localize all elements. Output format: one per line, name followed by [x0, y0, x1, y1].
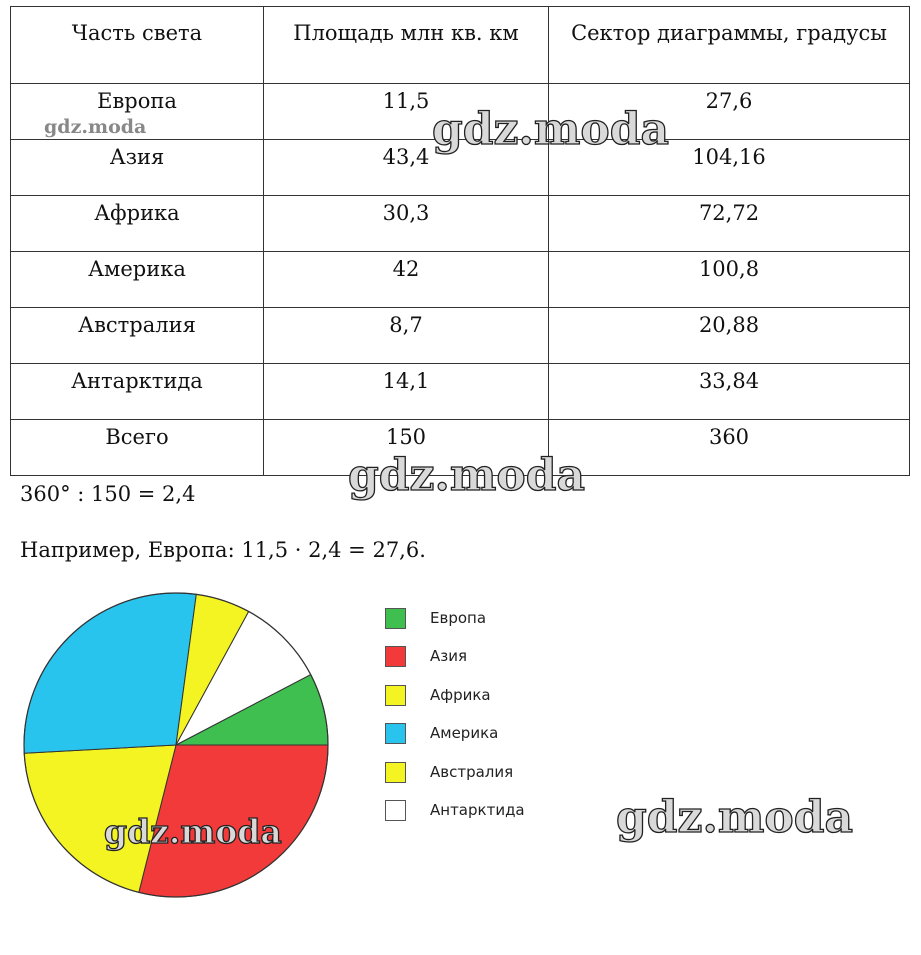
legend-label: Африка	[430, 685, 491, 704]
legend-label: Европа	[430, 609, 487, 627]
example-line: Например, Европа: 11,5 · 2,4 = 27,6.	[20, 538, 426, 562]
table-cell: Антарктида	[11, 364, 264, 420]
continents-table	[10, 6, 910, 476]
pie-chart	[18, 590, 334, 902]
legend-swatch	[385, 685, 406, 706]
table-cell: 14,1	[264, 364, 549, 420]
legend-label: Антарктида	[430, 801, 525, 819]
table-cell: Европа	[11, 84, 264, 140]
table-cell: 11,5	[264, 84, 549, 140]
table-cell: 43,4	[264, 140, 549, 196]
table-cell: 104,16	[549, 140, 910, 196]
watermark-text: gdz.moda	[104, 812, 282, 851]
table-row	[11, 364, 910, 420]
table-cell: Америка	[11, 252, 264, 308]
table-row	[11, 196, 910, 252]
table-cell: 42	[264, 252, 549, 308]
table-cell: 27,6	[549, 84, 910, 140]
table-cell: 100,8	[549, 252, 910, 308]
legend-label: Америка	[430, 724, 499, 743]
table-cell: Австралия	[11, 308, 264, 364]
table-cell: Азия	[11, 140, 264, 196]
table-cell: 33,84	[549, 364, 910, 420]
table-cell: Африка	[11, 196, 264, 252]
table-cell: Всего	[11, 420, 264, 476]
table-cell: 360	[549, 420, 910, 476]
legend-swatch	[385, 723, 406, 744]
watermark-text: gdz.moda	[616, 792, 854, 843]
legend-swatch	[385, 646, 406, 667]
header-cell: Часть света	[11, 7, 264, 84]
legend-swatch	[385, 762, 406, 783]
watermark-text: gdz.moda	[432, 104, 670, 155]
pie-slice-4	[24, 593, 196, 753]
table-cell: 20,88	[549, 308, 910, 364]
table-row	[11, 252, 910, 308]
table-cell: 8,7	[264, 308, 549, 364]
watermark-text: gdz.moda	[44, 116, 147, 138]
legend-label: Австралия	[430, 762, 514, 781]
header-cell: Площадь млн кв. км	[264, 7, 549, 84]
table-cell: 150	[264, 420, 549, 476]
header-cell: Сектор диаграммы, градусы	[549, 7, 910, 84]
watermark-text: gdz.moda	[348, 450, 586, 501]
table-cell: 30,3	[264, 196, 549, 252]
formula-line: 360° : 150 = 2,4	[20, 482, 196, 506]
legend-label: Азия	[430, 647, 468, 666]
legend-swatch	[385, 800, 406, 821]
legend-swatch	[385, 608, 406, 629]
table-header-row	[11, 7, 910, 84]
table-cell: 72,72	[549, 196, 910, 252]
table-row	[11, 308, 910, 364]
